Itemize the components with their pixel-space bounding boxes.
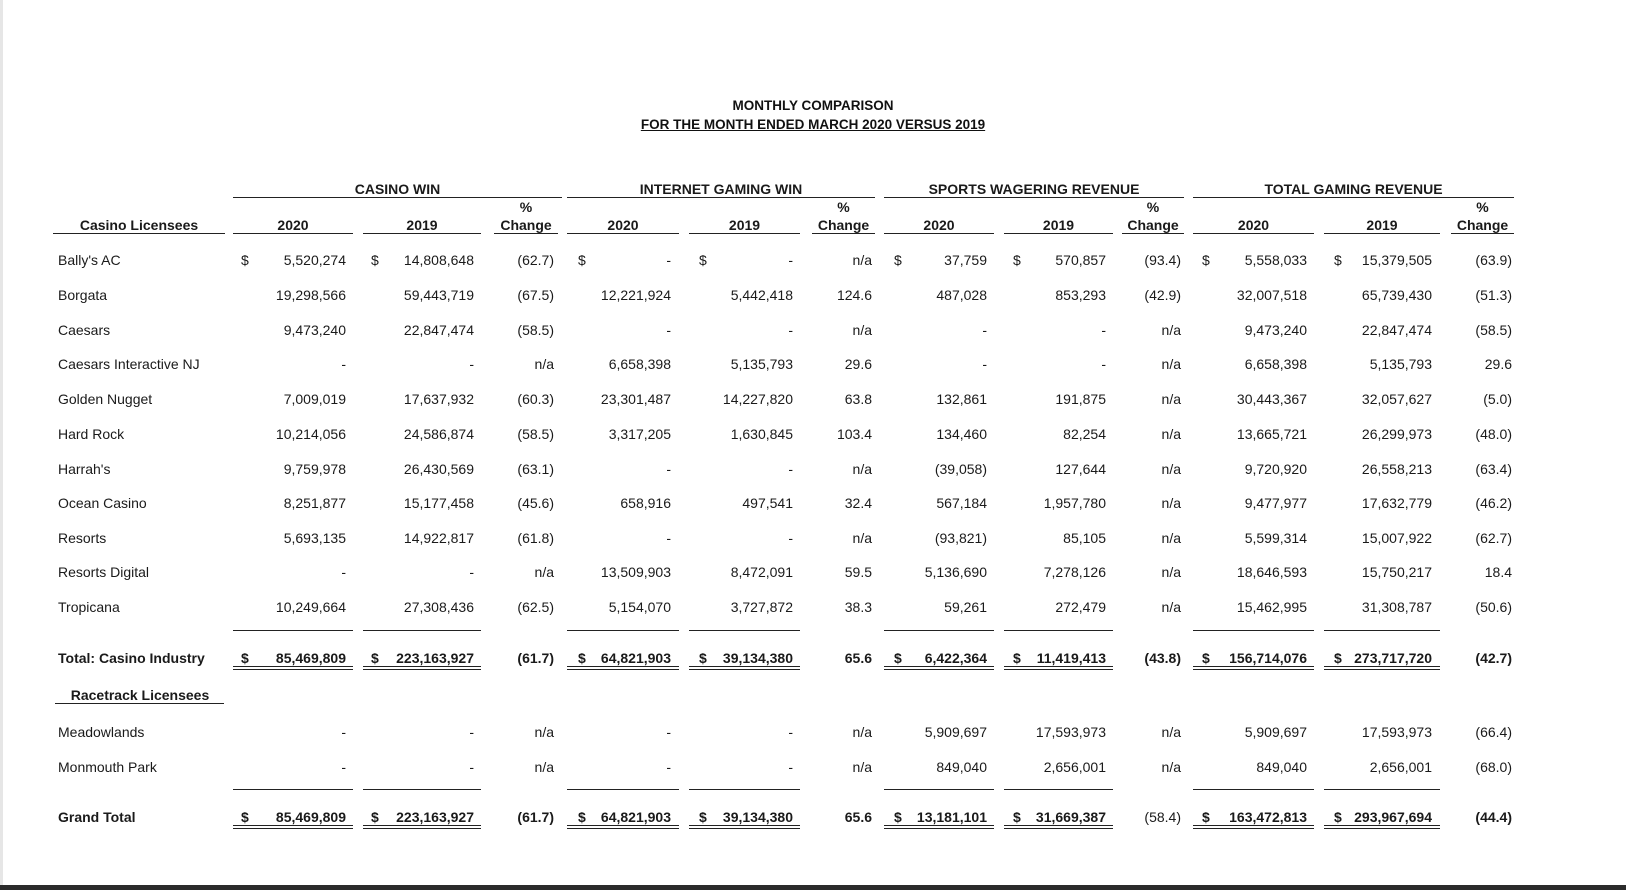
subtotal-rule	[689, 789, 800, 790]
column-header-rule	[363, 233, 481, 234]
cell-value: 132,861	[936, 391, 987, 407]
cell-value: 15,462,995	[1236, 599, 1307, 615]
column-header-rule	[812, 233, 875, 234]
column-header-year: 2019	[1366, 217, 1398, 233]
cell-value: n/a	[1161, 564, 1181, 580]
subtotal-rule	[689, 630, 800, 631]
cell-value: 8,472,091	[730, 564, 793, 580]
cell-value: (67.5)	[517, 287, 554, 303]
cell-value: 32.4	[844, 495, 872, 511]
cell-value: (61.7)	[517, 809, 554, 825]
group-header-rule	[884, 197, 1184, 198]
cell-value: 17,637,932	[403, 391, 474, 407]
dollar-sign: $	[1013, 650, 1021, 666]
column-header-rule	[1324, 233, 1440, 234]
cell-value: 223,163,927	[396, 809, 474, 825]
cell-value: 156,714,076	[1229, 650, 1307, 666]
group-header: CASINO WIN	[354, 181, 441, 197]
dollar-sign: $	[241, 252, 249, 268]
row-label: Grand Total	[58, 809, 136, 825]
dollar-sign: $	[699, 809, 707, 825]
total-double-rule	[1324, 666, 1440, 670]
cell-value: 1,630,845	[730, 426, 793, 442]
total-double-rule	[689, 666, 800, 670]
total-double-rule	[1004, 666, 1113, 670]
dollar-sign: $	[578, 252, 586, 268]
subtotal-rule	[233, 630, 353, 631]
column-header-year: 2020	[607, 217, 639, 233]
column-header-change: Change	[500, 217, 552, 233]
cell-value: 5,442,418	[730, 287, 793, 303]
column-header-rule	[567, 233, 679, 234]
cell-value: 59,443,719	[403, 287, 474, 303]
cell-value: -	[1101, 322, 1106, 338]
cell-value: 3,317,205	[608, 426, 671, 442]
cell-value: 127,644	[1055, 461, 1106, 477]
column-header-year: 2020	[277, 217, 309, 233]
cell-value: 6,658,398	[1244, 356, 1307, 372]
total-double-rule	[233, 666, 353, 670]
racetrack-header: Racetrack Licensees	[70, 687, 210, 703]
cell-value: 5,520,274	[283, 252, 346, 268]
group-header: TOTAL GAMING REVENUE	[1264, 181, 1443, 197]
cell-value: -	[982, 356, 987, 372]
cell-value: 10,249,664	[275, 599, 346, 615]
cell-value: 31,669,387	[1035, 809, 1106, 825]
dollar-sign: $	[1202, 650, 1210, 666]
cell-value: 23,301,487	[600, 391, 671, 407]
cell-value: 85,105	[1063, 530, 1106, 546]
dollar-sign: $	[241, 809, 249, 825]
cell-value: 37,759	[944, 252, 987, 268]
row-label: Monmouth Park	[58, 759, 157, 775]
dollar-sign: $	[578, 809, 586, 825]
cell-value: -	[341, 724, 346, 740]
column-header-change: Change	[1127, 217, 1179, 233]
total-double-rule	[567, 666, 679, 670]
cell-value: 82,254	[1063, 426, 1106, 442]
cell-value: 5,558,033	[1244, 252, 1307, 268]
cell-value: (60.3)	[517, 391, 554, 407]
subtotal-rule	[567, 789, 679, 790]
cell-value: 29.6	[844, 356, 872, 372]
cell-value: 22,847,474	[1361, 322, 1432, 338]
dollar-sign: $	[1013, 252, 1021, 268]
cell-value: 103.4	[836, 426, 872, 442]
cell-value: (63.4)	[1475, 461, 1512, 477]
cell-value: 223,163,927	[396, 650, 474, 666]
grand-total-double-rule	[363, 825, 481, 829]
subtotal-rule	[1193, 789, 1314, 790]
cell-value: 30,443,367	[1236, 391, 1307, 407]
cell-value: 63.8	[844, 391, 872, 407]
cell-value: n/a	[534, 356, 554, 372]
cell-value: 18,646,593	[1236, 564, 1307, 580]
subtotal-rule	[1324, 789, 1440, 790]
cell-value: (58.5)	[1475, 322, 1512, 338]
cell-value: 5,154,070	[608, 599, 671, 615]
cell-value: 13,509,903	[600, 564, 671, 580]
column-header-year: 2020	[923, 217, 955, 233]
column-header-rule	[494, 233, 558, 234]
cell-value: -	[788, 724, 793, 740]
cell-value: (63.1)	[517, 461, 554, 477]
report-title: MONTHLY COMPARISON	[732, 98, 894, 113]
cell-value: -	[469, 759, 474, 775]
row-label: Caesars	[58, 322, 111, 338]
subtotal-rule	[363, 789, 481, 790]
cell-value: (58.5)	[517, 322, 554, 338]
cell-value: n/a	[534, 724, 554, 740]
cell-value: 59.5	[844, 564, 872, 580]
column-header-pct: %	[837, 199, 850, 215]
cell-value: 19,298,566	[275, 287, 346, 303]
bottom-border	[0, 885, 1626, 890]
cell-value: -	[469, 564, 474, 580]
cell-value: n/a	[1161, 759, 1181, 775]
cell-value: 24,586,874	[403, 426, 474, 442]
cell-value: 567,184	[936, 495, 987, 511]
subtotal-rule	[363, 630, 481, 631]
cell-value: (61.8)	[517, 530, 554, 546]
cell-value: n/a	[852, 461, 872, 477]
total-double-rule	[1193, 666, 1314, 670]
cell-value: 59,261	[944, 599, 987, 615]
group-header-rule	[233, 197, 562, 198]
cell-value: 5,599,314	[1244, 530, 1307, 546]
cell-value: 8,251,877	[283, 495, 346, 511]
cell-value: 14,808,648	[403, 252, 474, 268]
cell-value: (58.4)	[1144, 809, 1181, 825]
column-header-rule	[233, 233, 353, 234]
dollar-sign: $	[371, 809, 379, 825]
cell-value: 272,479	[1055, 599, 1106, 615]
cell-value: 191,875	[1055, 391, 1106, 407]
cell-value: 9,473,240	[1244, 322, 1307, 338]
row-label: Meadowlands	[58, 724, 145, 740]
column-header-rule	[1122, 233, 1184, 234]
cell-value: 85,469,809	[275, 650, 346, 666]
dollar-sign: $	[1202, 809, 1210, 825]
cell-value: 65.6	[844, 650, 872, 666]
row-label: Golden Nugget	[58, 391, 153, 407]
dollar-sign: $	[894, 650, 902, 666]
cell-value: -	[1101, 356, 1106, 372]
cell-value: (93,821)	[934, 530, 987, 546]
cell-value: (45.6)	[517, 495, 554, 511]
group-header: SPORTS WAGERING REVENUE	[928, 181, 1140, 197]
group-header: INTERNET GAMING WIN	[639, 181, 803, 197]
cell-value: n/a	[852, 759, 872, 775]
column-header-rule	[53, 233, 225, 234]
racetrack-header-rule	[55, 703, 224, 704]
cell-value: 134,460	[936, 426, 987, 442]
cell-value: 658,916	[620, 495, 671, 511]
cell-value: 5,909,697	[924, 724, 987, 740]
row-label: Resorts Digital	[58, 564, 150, 580]
cell-value: 17,593,973	[1361, 724, 1432, 740]
column-header-pct: %	[1476, 199, 1489, 215]
cell-value: n/a	[1161, 391, 1181, 407]
cell-value: n/a	[1161, 426, 1181, 442]
cell-value: (46.2)	[1475, 495, 1512, 511]
cell-value: (48.0)	[1475, 426, 1512, 442]
cell-value: 11,419,413	[1036, 650, 1106, 666]
dollar-sign: $	[1334, 650, 1342, 666]
row-label: Caesars Interactive NJ	[58, 356, 200, 372]
cell-value: n/a	[1161, 461, 1181, 477]
cell-value: (62.7)	[517, 252, 554, 268]
dollar-sign: $	[894, 809, 902, 825]
cell-value: (61.7)	[517, 650, 554, 666]
cell-value: 32,007,518	[1236, 287, 1307, 303]
subtotal-rule	[884, 630, 994, 631]
cell-value: 5,136,690	[924, 564, 987, 580]
cell-value: 27,308,436	[403, 599, 474, 615]
cell-value: 5,693,135	[283, 530, 346, 546]
cell-value: 17,593,973	[1035, 724, 1106, 740]
cell-value: 124.6	[836, 287, 872, 303]
cell-value: 65.6	[844, 809, 872, 825]
cell-value: 31,308,787	[1361, 599, 1432, 615]
cell-value: 26,430,569	[403, 461, 474, 477]
cell-value: -	[469, 356, 474, 372]
column-header-year: 2019	[406, 217, 438, 233]
cell-value: 26,558,213	[1361, 461, 1432, 477]
cell-value: 15,379,505	[1361, 252, 1432, 268]
cell-value: 1,957,780	[1043, 495, 1106, 511]
cell-value: 7,278,126	[1043, 564, 1106, 580]
row-label: Harrah's	[58, 461, 111, 477]
cell-value: 9,477,977	[1244, 495, 1307, 511]
cell-value: 849,040	[936, 759, 987, 775]
column-header-rule	[689, 233, 800, 234]
cell-value: (43.8)	[1144, 650, 1181, 666]
dollar-sign: $	[1334, 252, 1342, 268]
cell-value: -	[982, 322, 987, 338]
cell-value: (44.4)	[1475, 809, 1512, 825]
cell-value: (39,058)	[934, 461, 987, 477]
cell-value: -	[788, 461, 793, 477]
cell-value: (93.4)	[1144, 252, 1181, 268]
cell-value: -	[666, 461, 671, 477]
row-label: Hard Rock	[58, 426, 125, 442]
cell-value: 32,057,627	[1361, 391, 1432, 407]
cell-value: 2,656,001	[1043, 759, 1106, 775]
cell-value: n/a	[1161, 530, 1181, 546]
cell-value: 163,472,813	[1229, 809, 1307, 825]
cell-value: -	[341, 564, 346, 580]
cell-value: n/a	[852, 322, 872, 338]
column-header-change: Change	[1456, 217, 1509, 233]
cell-value: (50.6)	[1475, 599, 1512, 615]
cell-value: 9,759,978	[283, 461, 346, 477]
total-double-rule	[363, 666, 481, 670]
grand-total-double-rule	[233, 825, 353, 829]
cell-value: (68.0)	[1475, 759, 1512, 775]
cell-value: 853,293	[1055, 287, 1106, 303]
cell-value: 14,227,820	[722, 391, 793, 407]
row-label: Bally's AC	[58, 252, 121, 268]
dollar-sign: $	[371, 252, 379, 268]
cell-value: n/a	[1161, 322, 1181, 338]
row-label: Resorts	[58, 530, 107, 546]
row-label: Borgata	[58, 287, 108, 303]
column-header-change: Change	[817, 217, 870, 233]
cell-value: -	[469, 724, 474, 740]
group-header-rule	[1193, 197, 1514, 198]
cell-value: 18.4	[1484, 564, 1512, 580]
dollar-sign: $	[699, 252, 707, 268]
subtotal-rule	[1193, 630, 1314, 631]
cell-value: 3,727,872	[730, 599, 793, 615]
cell-value: 26,299,973	[1361, 426, 1432, 442]
cell-value: -	[341, 759, 346, 775]
subtotal-rule	[1004, 630, 1113, 631]
cell-value: 85,469,809	[275, 809, 346, 825]
grand-total-double-rule	[1004, 825, 1113, 829]
dollar-sign: $	[371, 650, 379, 666]
cell-value: n/a	[852, 724, 872, 740]
cell-value: 2,656,001	[1369, 759, 1432, 775]
cell-value: (66.4)	[1475, 724, 1512, 740]
dollar-sign: $	[699, 650, 707, 666]
column-header-year: 2019	[1042, 217, 1075, 233]
cell-value: n/a	[1161, 356, 1181, 372]
cell-value: 22,847,474	[403, 322, 474, 338]
cell-value: 39,134,380	[722, 650, 793, 666]
total-double-rule	[884, 666, 994, 670]
column-header-year: 2020	[1237, 217, 1270, 233]
column-header-rule	[1451, 233, 1514, 234]
cell-value: 14,922,817	[403, 530, 474, 546]
cell-value: 64,821,903	[600, 650, 671, 666]
cell-value: n/a	[1161, 599, 1181, 615]
cell-value: 13,181,101	[916, 809, 987, 825]
cell-value: -	[666, 724, 671, 740]
subtotal-rule	[567, 630, 679, 631]
cell-value: n/a	[852, 252, 872, 268]
dollar-sign: $	[1013, 809, 1021, 825]
grand-total-double-rule	[884, 825, 994, 829]
cell-value: 570,857	[1055, 252, 1106, 268]
grand-total-double-rule	[567, 825, 679, 829]
cell-value: 6,658,398	[608, 356, 671, 372]
subtotal-rule	[1004, 789, 1113, 790]
dollar-sign: $	[1202, 252, 1210, 268]
cell-value: -	[788, 252, 793, 268]
subtotal-rule	[884, 789, 994, 790]
row-label: Tropicana	[58, 599, 120, 615]
cell-value: -	[788, 322, 793, 338]
column-header-pct: %	[519, 199, 533, 215]
grand-total-double-rule	[1193, 825, 1314, 829]
cell-value: 497,541	[742, 495, 793, 511]
dollar-sign: $	[241, 650, 249, 666]
cell-value: -	[788, 530, 793, 546]
group-header-rule	[567, 197, 875, 198]
cell-value: (62.5)	[517, 599, 554, 615]
cell-value: (5.0)	[1483, 391, 1512, 407]
cell-value: n/a	[534, 759, 554, 775]
cell-value: 17,632,779	[1361, 495, 1432, 511]
cell-value: 64,821,903	[600, 809, 671, 825]
cell-value: -	[666, 759, 671, 775]
cell-value: (51.3)	[1475, 287, 1512, 303]
report-subtitle: FOR THE MONTH ENDED MARCH 2020 VERSUS 2019	[640, 117, 986, 132]
cell-value: n/a	[1161, 495, 1181, 511]
cell-value: (58.5)	[517, 426, 554, 442]
column-header-rule	[1004, 233, 1113, 234]
cell-value: n/a	[534, 564, 554, 580]
cell-value: 10,214,056	[275, 426, 346, 442]
column-header-year: 2019	[728, 217, 761, 233]
cell-value: 38.3	[844, 599, 872, 615]
cell-value: (42.9)	[1144, 287, 1181, 303]
column-header-rule	[1193, 233, 1314, 234]
cell-value: 293,967,694	[1354, 809, 1432, 825]
cell-value: 5,135,793	[1369, 356, 1432, 372]
cell-value: -	[666, 252, 671, 268]
cell-value: 15,007,922	[1361, 530, 1432, 546]
subtotal-rule	[233, 789, 353, 790]
cell-value: 273,717,720	[1354, 650, 1432, 666]
cell-value: 487,028	[936, 287, 987, 303]
cell-value: -	[666, 530, 671, 546]
cell-value: 12,221,924	[600, 287, 671, 303]
cell-value: 65,739,430	[1361, 287, 1432, 303]
cell-value: 6,422,364	[924, 650, 987, 666]
cell-value: 13,665,721	[1236, 426, 1307, 442]
column-header-pct: %	[1146, 199, 1160, 215]
column-header-licensees: Casino Licensees	[79, 217, 199, 233]
grand-total-double-rule	[689, 825, 800, 829]
cell-value: 5,909,697	[1244, 724, 1307, 740]
cell-value: 15,177,458	[403, 495, 474, 511]
cell-value: -	[341, 356, 346, 372]
dollar-sign: $	[894, 252, 902, 268]
cell-value: (63.9)	[1475, 252, 1512, 268]
subtotal-rule	[1324, 630, 1440, 631]
row-label: Total: Casino Industry	[58, 650, 205, 666]
cell-value: -	[788, 759, 793, 775]
cell-value: (42.7)	[1475, 650, 1512, 666]
dollar-sign: $	[1334, 809, 1342, 825]
cell-value: 29.6	[1484, 356, 1512, 372]
cell-value: n/a	[852, 530, 872, 546]
cell-value: (62.7)	[1475, 530, 1512, 546]
row-label: Ocean Casino	[58, 495, 147, 511]
cell-value: 5,135,793	[730, 356, 793, 372]
cell-value: -	[666, 322, 671, 338]
dollar-sign: $	[578, 650, 586, 666]
cell-value: 9,720,920	[1244, 461, 1307, 477]
cell-value: 849,040	[1256, 759, 1307, 775]
cell-value: 15,750,217	[1361, 564, 1432, 580]
grand-total-double-rule	[1324, 825, 1440, 829]
column-header-rule	[884, 233, 994, 234]
cell-value: 39,134,380	[722, 809, 793, 825]
cell-value: n/a	[1161, 724, 1181, 740]
cell-value: 9,473,240	[283, 322, 346, 338]
cell-value: 7,009,019	[283, 391, 346, 407]
